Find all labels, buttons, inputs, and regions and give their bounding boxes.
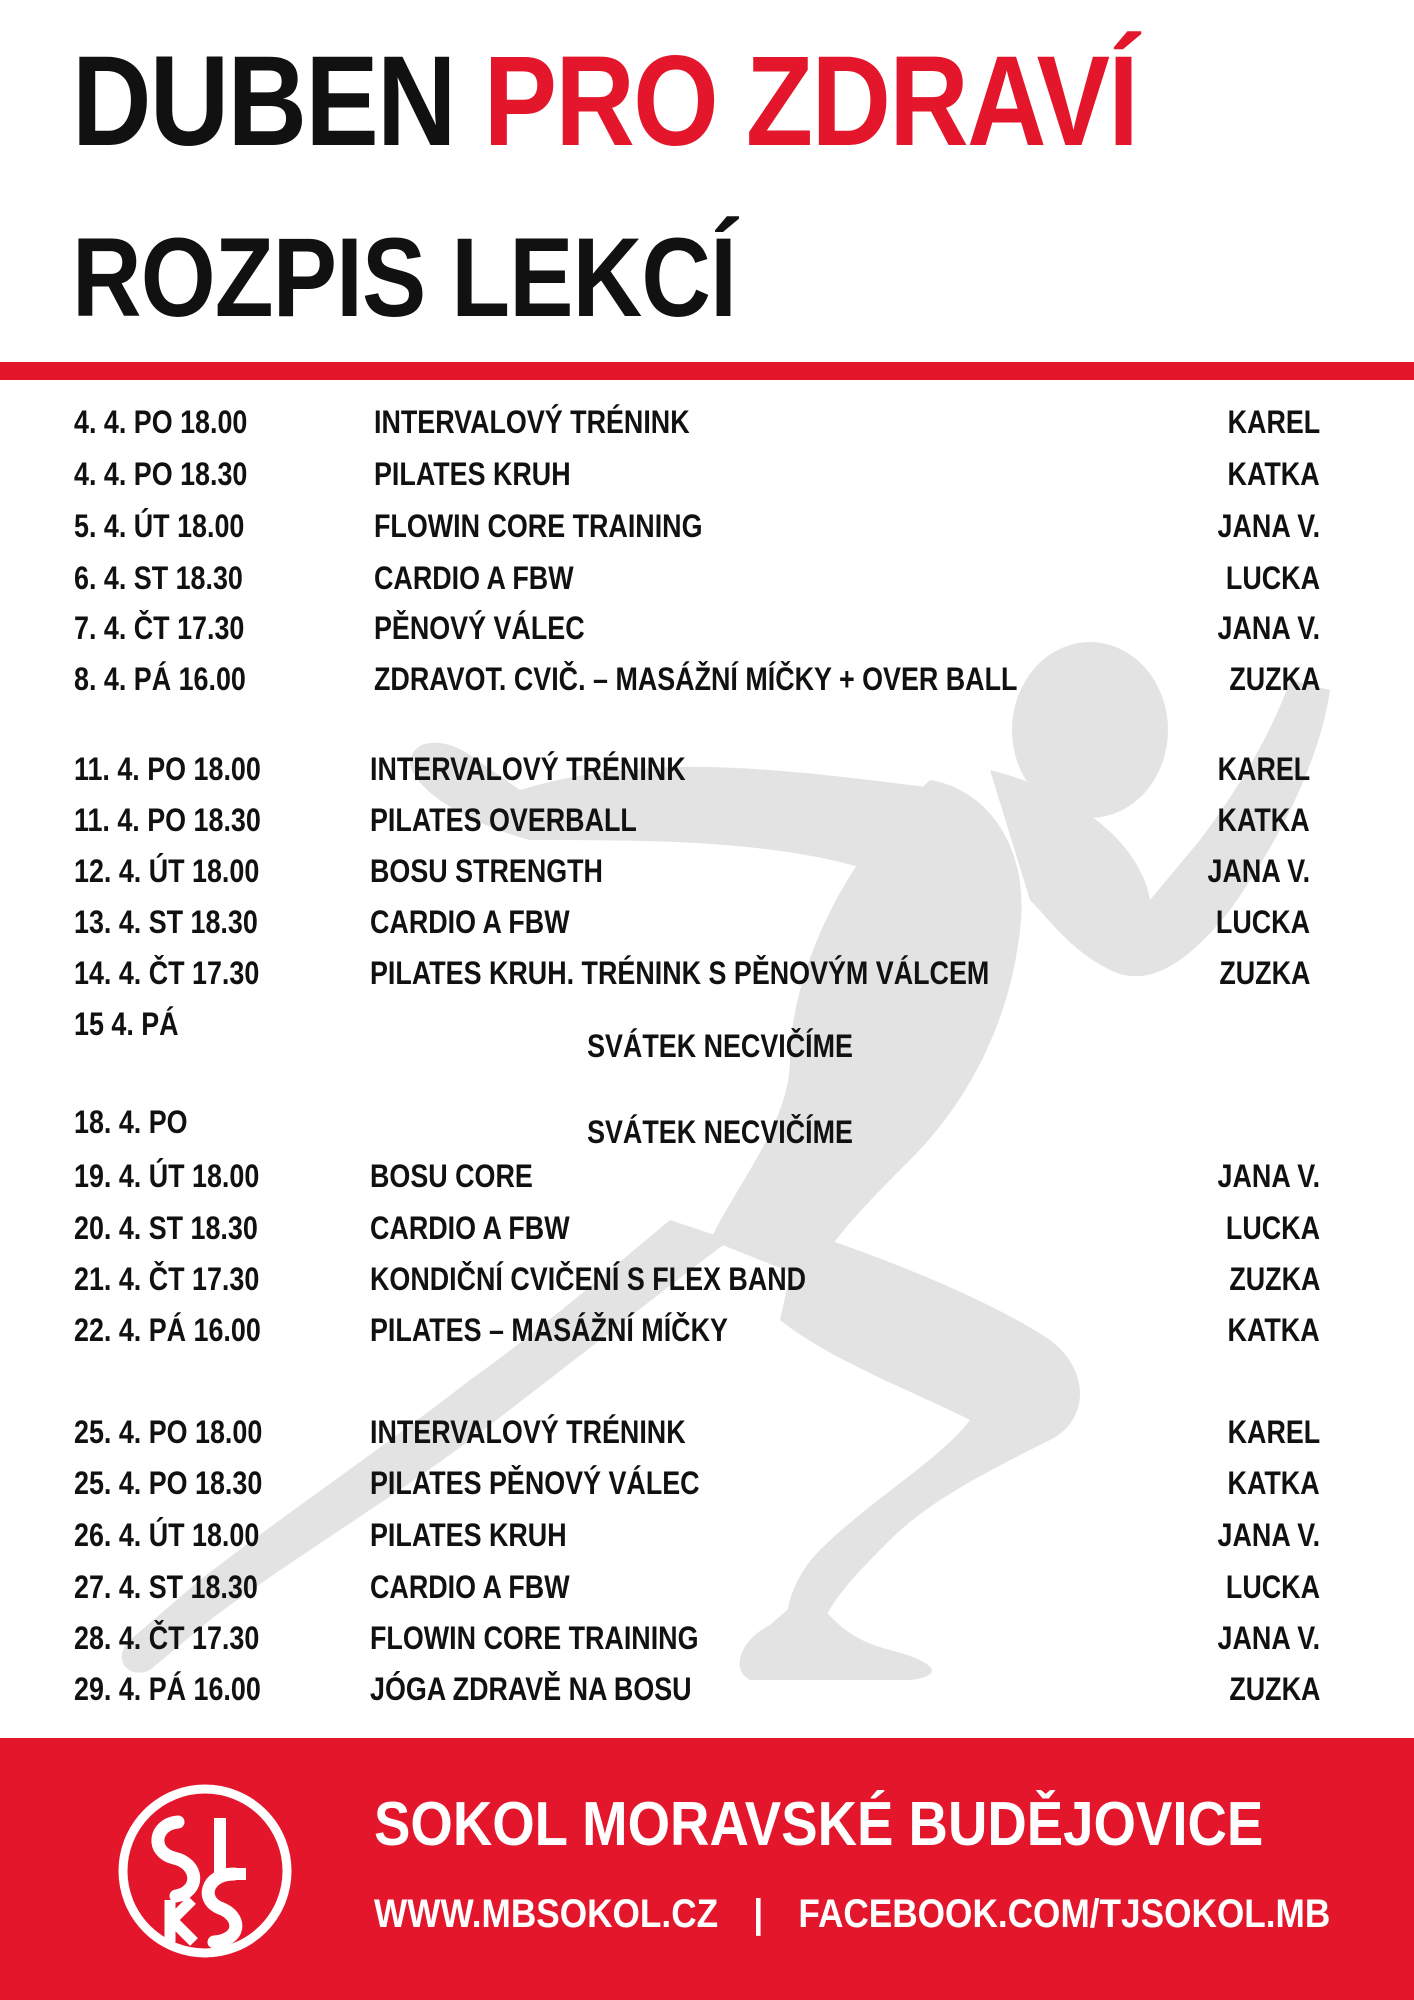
lesson-instructor: ZUZKA	[1228, 1671, 1320, 1707]
title-red: PRO ZDRAVÍ	[483, 30, 1138, 173]
sokol-logo-icon	[116, 1782, 294, 1960]
title-black: DUBEN	[72, 30, 455, 173]
organization-name: SOKOL MORAVSKÉ BUDĚJOVICE	[374, 1790, 1264, 1859]
header-divider	[0, 362, 1414, 380]
lesson-activity: PILATES OVERBALL	[370, 802, 637, 838]
lesson-activity: BOSU STRENGTH	[370, 853, 603, 889]
lesson-date: 29. 4. PÁ 16.00	[74, 1671, 261, 1707]
lesson-activity: CARDIO A FBW	[370, 904, 570, 940]
lesson-activity: FLOWIN CORE TRAINING	[374, 508, 703, 544]
lesson-instructor: ZUZKA	[1218, 955, 1310, 991]
lesson-date: 19. 4. ÚT 18.00	[74, 1158, 260, 1194]
lesson-instructor: KAREL	[1227, 1414, 1320, 1450]
lesson-instructor: JANA V.	[1217, 610, 1320, 646]
lesson-date: 22. 4. PÁ 16.00	[74, 1312, 261, 1348]
lesson-activity: BOSU CORE	[370, 1158, 533, 1194]
schedule-row	[0, 948, 1414, 998]
lesson-date: 25. 4. PO 18.00	[74, 1414, 263, 1450]
footer-links	[374, 1894, 1330, 1934]
holiday-notice: SVÁTEK NECVIČÍME	[587, 1028, 853, 1064]
lesson-date: 27. 4. ST 18.30	[74, 1569, 258, 1605]
lesson-instructor: KAREL	[1227, 404, 1320, 440]
lesson-instructor: LUCKA	[1225, 1569, 1320, 1605]
lesson-activity: PILATES PĚNOVÝ VÁLEC	[370, 1465, 700, 1501]
lesson-date: 13. 4. ST 18.30	[74, 904, 258, 940]
schedule-row	[0, 1305, 1414, 1355]
lesson-instructor: JANA V.	[1207, 853, 1310, 889]
lesson-instructor: KATKA	[1227, 456, 1320, 492]
lesson-activity: PILATES KRUH	[374, 456, 571, 492]
schedule-row	[0, 1664, 1414, 1714]
facebook-link[interactable]: FACEBOOK.COM/TJSOKOL.MB	[798, 1892, 1331, 1936]
lesson-date: 5. 4. ÚT 18.00	[74, 508, 245, 544]
lesson-instructor: JANA V.	[1217, 1158, 1320, 1194]
schedule-row	[0, 1458, 1414, 1508]
lesson-date: 21. 4. ČT 17.30	[74, 1261, 260, 1297]
lesson-instructor: LUCKA	[1225, 1210, 1320, 1246]
schedule-row	[0, 553, 1414, 603]
lesson-activity: KONDIČNÍ CVIČENÍ S FLEX BAND	[370, 1261, 807, 1297]
lesson-activity: CARDIO A FBW	[370, 1210, 570, 1246]
page-title	[72, 30, 1138, 173]
holiday-notice: SVÁTEK NECVIČÍME	[587, 1114, 853, 1150]
lesson-date: 26. 4. ÚT 18.00	[74, 1517, 260, 1553]
lesson-date: 11. 4. PO 18.00	[74, 751, 261, 787]
lesson-activity: JÓGA ZDRAVĚ NA BOSU	[370, 1671, 692, 1707]
lesson-date: 14. 4. ČT 17.30	[74, 955, 260, 991]
schedule-row	[0, 744, 1414, 794]
schedule-row	[0, 1613, 1414, 1663]
schedule-row	[0, 1510, 1414, 1560]
schedule-row	[0, 795, 1414, 845]
lesson-date: 4. 4. PO 18.00	[74, 404, 248, 440]
schedule-row	[0, 1254, 1414, 1304]
lesson-date: 15 4. PÁ	[74, 1006, 179, 1042]
lesson-instructor: LUCKA	[1215, 904, 1310, 940]
schedule-row	[0, 603, 1414, 653]
lesson-instructor: KAREL	[1217, 751, 1310, 787]
schedule-row	[0, 1151, 1414, 1201]
lesson-activity: INTERVALOVÝ TRÉNINK	[370, 1414, 686, 1450]
schedule-row	[0, 999, 1414, 1064]
lesson-instructor: KATKA	[1217, 802, 1310, 838]
schedule-row	[0, 1407, 1414, 1457]
lesson-activity: CARDIO A FBW	[374, 560, 574, 596]
lesson-date: 25. 4. PO 18.30	[74, 1465, 263, 1501]
lesson-instructor: JANA V.	[1217, 508, 1320, 544]
lesson-instructor: ZUZKA	[1228, 1261, 1320, 1297]
schedule-row	[0, 397, 1414, 447]
lesson-date: 6. 4. ST 18.30	[74, 560, 243, 596]
schedule-row	[0, 449, 1414, 499]
lesson-activity: PILATES KRUH	[370, 1517, 567, 1553]
lesson-date: 7. 4. ČT 17.30	[74, 610, 245, 646]
lesson-date: 4. 4. PO 18.30	[74, 456, 248, 492]
link-separator: |	[753, 1892, 764, 1936]
footer	[0, 1738, 1414, 2000]
lesson-date: 12. 4. ÚT 18.00	[74, 853, 260, 889]
lesson-activity: INTERVALOVÝ TRÉNINK	[370, 751, 686, 787]
lesson-activity: FLOWIN CORE TRAINING	[370, 1620, 699, 1656]
lesson-activity: PILATES – MASÁŽNÍ MÍČKY	[370, 1312, 728, 1348]
lesson-instructor: ZUZKA	[1228, 661, 1320, 697]
schedule-row	[0, 1562, 1414, 1612]
lesson-activity: PĚNOVÝ VÁLEC	[374, 610, 585, 646]
schedule-row	[0, 897, 1414, 947]
lesson-date: 20. 4. ST 18.30	[74, 1210, 258, 1246]
schedule-row	[0, 654, 1414, 704]
lesson-instructor: KATKA	[1227, 1465, 1320, 1501]
lesson-activity: CARDIO A FBW	[370, 1569, 570, 1605]
lesson-date: 18. 4. PO	[74, 1104, 188, 1140]
lesson-date: 11. 4. PO 18.30	[74, 802, 261, 838]
schedule-row	[0, 501, 1414, 551]
lesson-activity: INTERVALOVÝ TRÉNINK	[374, 404, 690, 440]
lesson-instructor: JANA V.	[1217, 1517, 1320, 1553]
schedule-row	[0, 846, 1414, 896]
lesson-date: 8. 4. PÁ 16.00	[74, 661, 246, 697]
schedule-row	[0, 1097, 1414, 1150]
lesson-activity: ZDRAVOT. CVIČ. – MASÁŽNÍ MÍČKY + OVER BALL	[374, 661, 1018, 697]
lesson-instructor: LUCKA	[1225, 560, 1320, 596]
lesson-instructor: KATKA	[1227, 1312, 1320, 1348]
lesson-activity: PILATES KRUH. TRÉNINK S PĚNOVÝM VÁLCEM	[370, 955, 990, 991]
schedule-row	[0, 1203, 1414, 1253]
page-subtitle: ROZPIS LEKCÍ	[72, 215, 736, 340]
lesson-date: 28. 4. ČT 17.30	[74, 1620, 260, 1656]
website-link[interactable]: WWW.MBSOKOL.CZ	[374, 1892, 719, 1936]
lesson-instructor: JANA V.	[1217, 1620, 1320, 1656]
